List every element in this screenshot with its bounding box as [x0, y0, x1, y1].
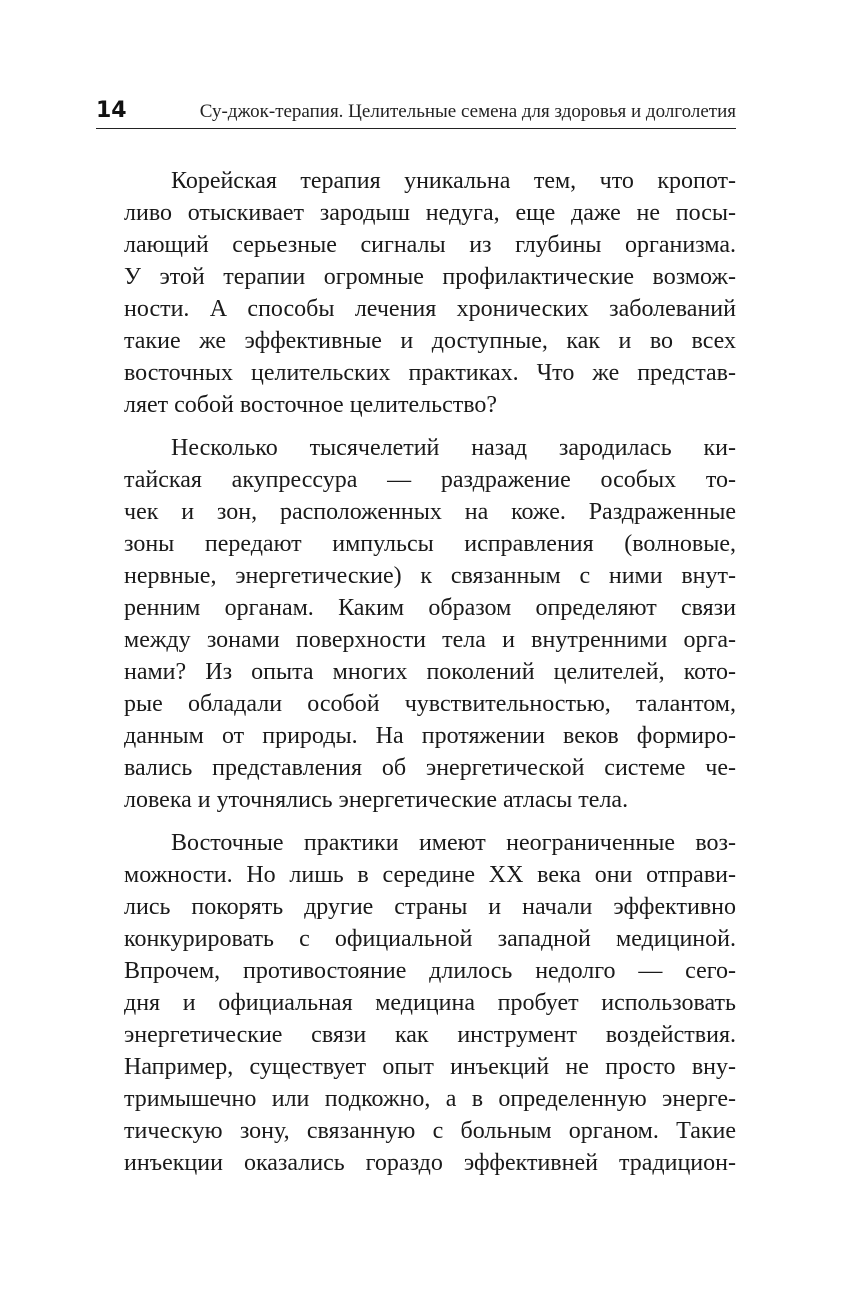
text-line: ности. А способы лечения хронических заболеваний [124, 296, 736, 322]
text-line: чек и зон, расположенных на коже. Раздраженные [124, 499, 736, 525]
text-line: У этой терапии огромные профилактические возмож- [124, 264, 736, 290]
text-line: тримышечно или подкожно, а в определенную энерге- [124, 1086, 736, 1112]
text-line: Несколько тысячелетий назад зародилась ки- [171, 435, 736, 461]
text-line: конкурировать с официальной западной медициной. [124, 926, 736, 952]
text-line: лающий серьезные сигналы из глубины организма. [124, 232, 736, 258]
body-text [124, 165, 736, 1190]
text-line: ловека и уточнялись энергетические атласы тела. [124, 787, 629, 813]
paragraph-2 [124, 432, 736, 816]
text-line: рые обладали особой чувствительностью, талантом, [124, 691, 736, 717]
text-line: вались представления об энергетической системе че- [124, 755, 736, 781]
page-header [96, 98, 736, 129]
text-line: ренним органам. Каким образом определяют связи [124, 595, 736, 621]
text-line: Впрочем, противостояние длилось недолго — сего- [124, 958, 736, 984]
text-line: ляет собой восточное целительство? [124, 392, 498, 418]
text-line: такие же эффективные и доступные, как и во всех [124, 328, 736, 354]
text-line: Корейская терапия уникальна тем, что кропот- [171, 168, 736, 194]
text-line: данным от природы. На протяжении веков формиро- [124, 723, 736, 749]
text-line: нами? Из опыта многих поколений целителей, кото- [124, 659, 736, 685]
text-line: можности. Но лишь в середине XX века они отправи- [124, 862, 736, 888]
text-line: восточных целительских практиках. Что же представ- [124, 360, 736, 386]
page-number: 14 [96, 98, 127, 123]
text-line: тайская акупрессура — раздражение особых то- [124, 467, 736, 493]
text-line: энергетические связи как инструмент воздействия. [124, 1022, 736, 1048]
text-line: инъекции оказались гораздо эффективней традицион- [124, 1150, 736, 1176]
text-line: Например, существует опыт инъекций не просто вну- [124, 1054, 736, 1080]
running-title: Су-джок-терапия. Целительные семена для здоровья и долголетия [199, 101, 736, 122]
text-line: нервные, энергетические) к связанным с ними внут- [124, 563, 736, 589]
text-line: дня и официальная медицина пробует использовать [124, 990, 736, 1016]
text-line: зоны передают импульсы исправления (волновые, [124, 531, 736, 557]
paragraph-1 [124, 165, 736, 421]
text-line: ливо отыскивает зародыш недуга, еще даже не посы- [124, 200, 736, 226]
text-line: лись покорять другие страны и начали эффективно [124, 894, 736, 920]
text-line: Восточные практики имеют неограниченные воз- [171, 830, 736, 856]
text-line: тическую зону, связанную с больным органом. Такие [124, 1118, 736, 1144]
text-line: между зонами поверхности тела и внутренними орга- [124, 627, 736, 653]
paragraph-3 [124, 827, 736, 1179]
